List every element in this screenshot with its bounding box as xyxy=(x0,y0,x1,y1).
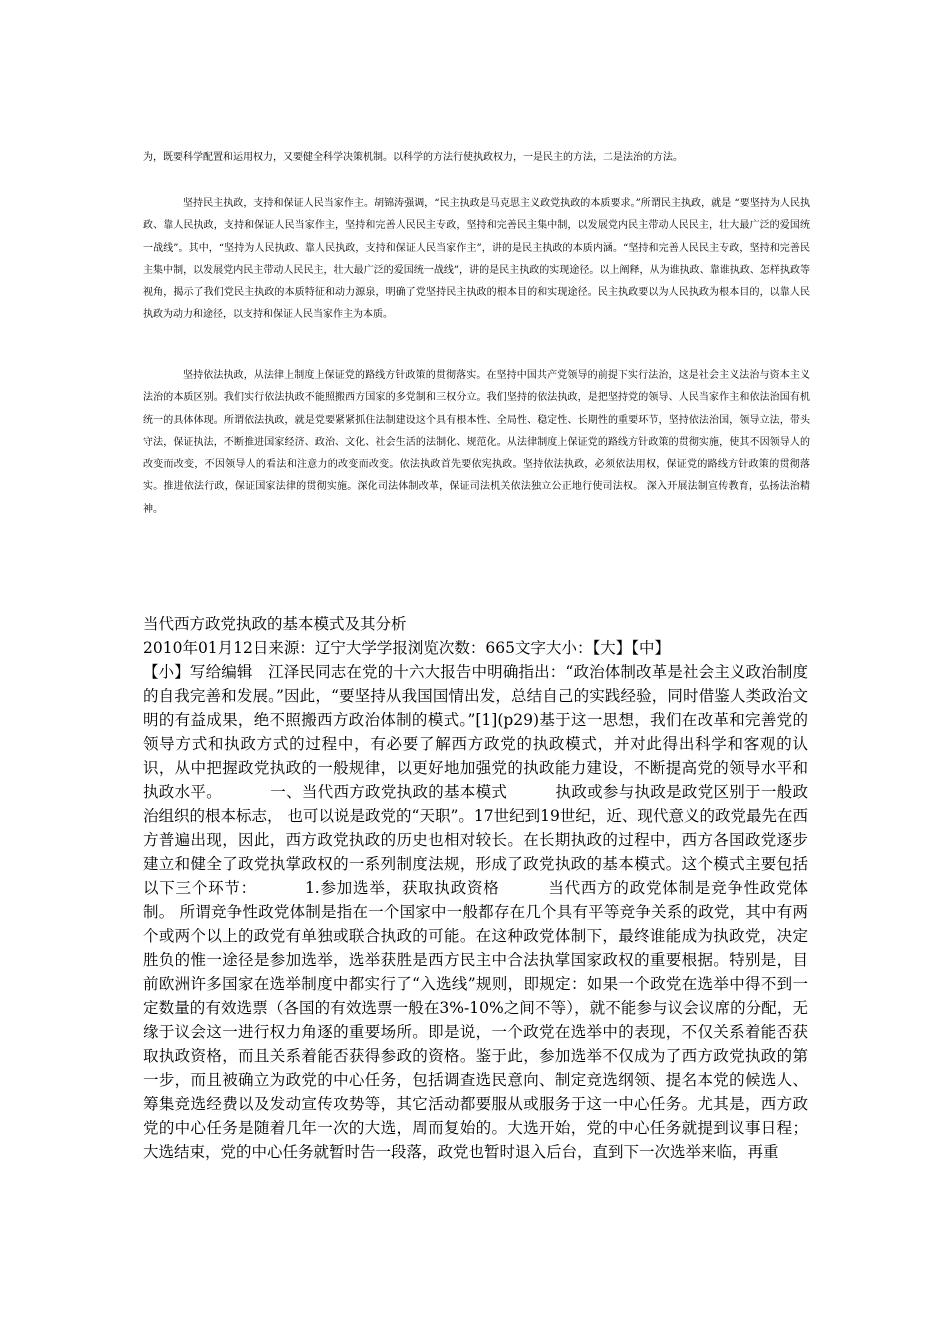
article-meta xyxy=(143,636,808,660)
section-heading-1: 一、当代西方政党执政的基本模式 xyxy=(269,783,508,801)
article-views: 浏览次数：665 xyxy=(407,639,516,657)
fragment-text-1: 为，既要科学配置和运用权力，又要健全科学决策机制。以科学的方法行使执政权力，一是民主的方法，二是法治的方法。 xyxy=(143,152,683,163)
fragment-paragraph-3 xyxy=(143,365,810,521)
article-source: 来源：辽宁大学学报 xyxy=(268,639,408,657)
fragment-paragraph-1 xyxy=(143,147,810,169)
fragment-paragraph-2 xyxy=(143,193,810,327)
article-part-3: 当代西方的政党体制是竞争性政党体制。 所谓竞争性政党体制是指在一个国家中一般都存在几个具有平等竞争关系的政党，其中有两个或两个以上的政党有单独或联合执政的可能。在这种政党体制下，最终谁能成为执政党，决定胜负的惟一途径是参加选举，选举获胜是西方民主中合法执掌国家政权的重要根据。特别是，目前欧洲许多国家在选举制度中都实行了“入选线”规则，即规定：如果一个政党在选举中得不到一定数量的有效选票（各国的有效选票一般在3%-10%之间不等），就不能参与议会议席的分配，无缘于议会这一进行权力角逐的重要场所。即是说，一个政党在选举中的表现，不仅关系着能否获取执政资格，而且关系着能否获得参政的资格。鉴于此，参加选举不仅成为了西方政党执政的第一步，而且被确立为政党的中心任务，包括调查选民意向、制定竞选纲领、提名本党的候选人、筹集竞选经费以及发动宣传攻势等，其它活动都要服从或服务于这一中心任务。尤其是，西方政党的中心任务是随着几年一次的大选，周而复始的。大选开始，党的中心任务就提到议事日程；大选结束，党的中心任务就暂时告一段落，政党也暂时退入后台，直到下一次选举来临，再重 xyxy=(143,879,808,1161)
article-date: 2010年01月12日 xyxy=(143,639,269,657)
article-text xyxy=(143,660,808,1164)
font-size-control[interactable]: 文字大小：【大】【中】 xyxy=(515,639,671,657)
section-heading-2: 1.参加选举，获取执政资格 xyxy=(304,879,500,897)
fragment-text-2: 坚持民主执政，支持和保证人民当家作主。胡锦涛强调，“民主执政是马克思主义政党执政的本质要求。”所谓民主执政，就是 “要坚持为人民执政、靠人民执政，支持和保证人民当家作主，坚持和完善人民民主专政，坚持和完善民主集中制，以发展党内民主带动人民民主，壮大最广泛的爱国统一战线”。其中，“坚持为人民执政、靠人民执政，支持和保证人民当家作主”，讲的是民主执政的本质内涵。“坚持和完善人民民主专政，坚持和完善民主集中制，以发展党内民主带动人民民主，壮大最广泛的爱国统一战线”，讲的是民主执政的实现途径。以上阐释，从为谁执政、靠谁执政、怎样执政等视角，揭示了我们党民主执政的本质特征和动力源泉，明确了党坚持民主执政的根本目的和实现途径。民主执政要以为人民执政为根本目的，以靠人民执政为动力和途径，以支持和保证人民当家作主为本质。 xyxy=(143,198,810,321)
article-part-2: 执政或参与执政是政党区别于一般政治组织的根本标志， 也可以说是政党的“天职”。17世纪到19世纪，近、现代意义的政党最先在西方普遍出现，因此，西方政党执政的历史也相对较长。在长期执政的过程中，西方各国政党逐步建立和健全了政党执掌政权的一系列制度法规，形成了政党执政的基本模式。这个模式主要包括以下三个环节： xyxy=(143,783,808,897)
article-title: 当代西方政党执政的基本模式及其分析 xyxy=(143,615,407,633)
fragment-text-3: 坚持依法执政，从法律上制度上保证党的路线方针政策的贯彻落实。在坚持中国共产党领导的前提下实行法治，这是社会主义法治与资本主义法治的本质区别。我们实行依法执政不能照搬西方国家的多党制和三权分立。我们坚持的依法执政，是把坚持党的领导、人民当家作主和依法治国有机统一的具体体现。所谓依法执政，就是党要紧紧抓住法制建设这个具有根本性、全局性、稳定性、长期性的重要环节，坚持依法治国，领导立法，带头守法，保证执法，不断推进国家经济、政治、文化、社会生活的法制化、规范化。从法律制度上保证党的路线方针政策的贯彻实施，使其不因领导人的改变而改变，不因领导人的看法和注意力的改变而改变。依法执政首先要依宪执政。坚持依法执政，必须依法用权，保证党的路线方针政策的贯彻落实。推进依法行政，保证国家法律的贯彻实施。深化司法体制改革，保证司法机关依法独立公正地行使司法权。 深入开展法制宣传教育，弘扬法治精神。 xyxy=(143,370,810,515)
article-body xyxy=(143,612,808,1164)
article-part-1: 【小】写给编辑 江泽民同志在党的十六大报告中明确指出：“政治体制改革是社会主义政治制度的自我完善和发展。”因此，“要坚持从我国国情出发，总结自己的实践经验，同时借鉴人类政治文明的有益成果，绝不照搬西方政治体制的模式。”[1](p29)基于这一思想，我们在改革和完善党的领导方式和执政方式的过程中，有必要了解西方政党的执政模式，并对此得出科学和客观的认识，从中把握政党执政的一般规律，以更好地加强党的执政能力建设，不断提高党的领导水平和执政水平。 xyxy=(143,663,808,801)
